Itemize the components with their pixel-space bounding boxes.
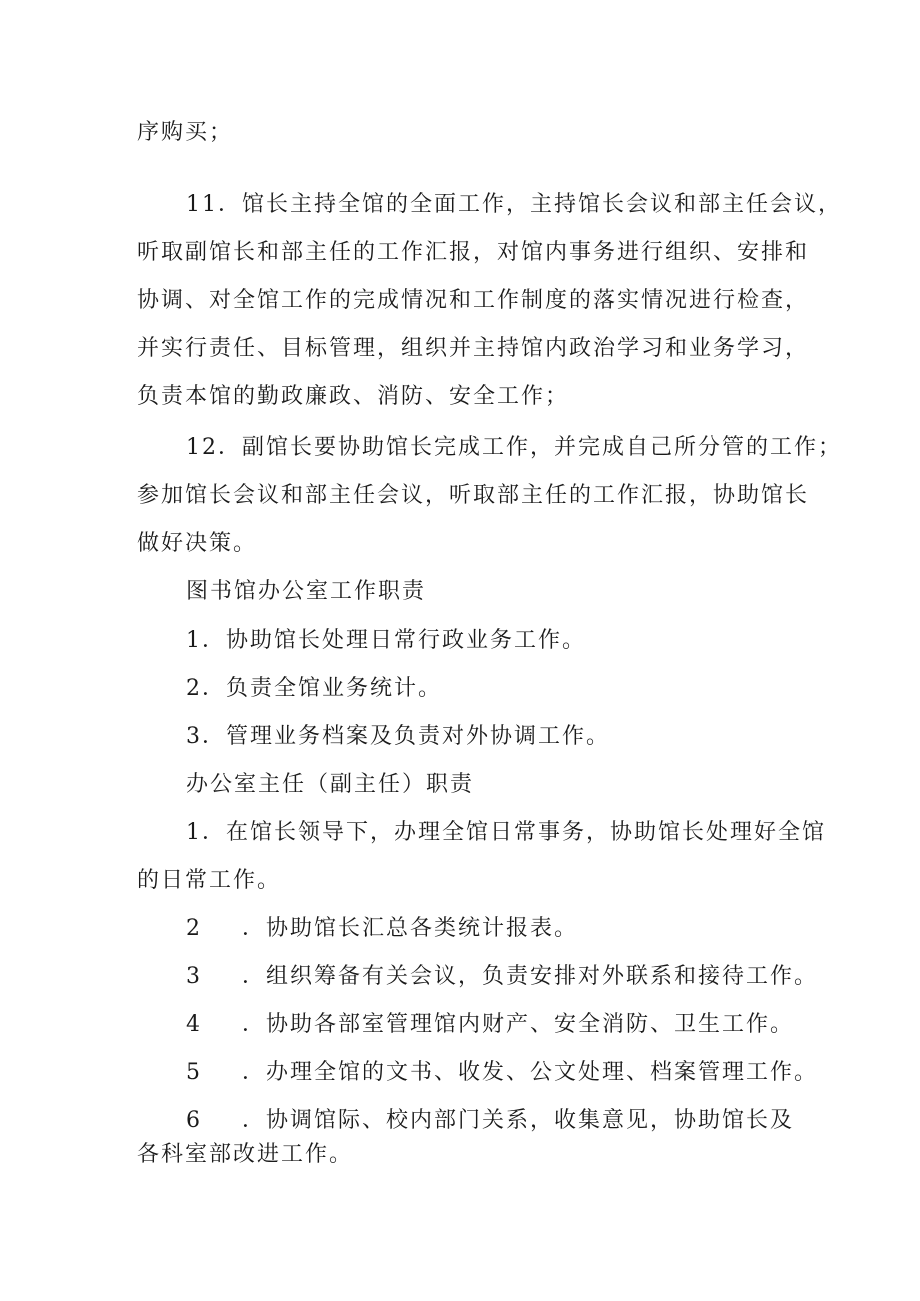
director-duty-1-line-2: 的日常工作。 [137,868,282,893]
item-text: ．办理全馆的文书、收发、公文处理、档案管理工作。 [242,1060,819,1085]
paragraph-12-line-3: 做好决策。 [137,531,258,556]
paragraph-11-line-5: 负责本馆的勤政廉政、消防、安全工作； [137,384,570,409]
section-heading-director-duties: 办公室主任（副主任）职责 [186,772,475,797]
paragraph-12-line-2: 参加馆长会议和部主任会议，听取部主任的工作汇报，协助馆长 [137,483,810,508]
director-duty-6-line-2: 各科室部改进工作。 [137,1142,354,1167]
office-duty-3: 3．管理业务档案及负责对外协调工作。 [186,724,610,749]
item-text: ．协调馆际、校内部门关系，收集意见，协助馆长及 [242,1108,795,1133]
director-duty-6-line-1 [186,1106,794,1136]
section-heading-office-duties: 图书馆办公室工作职责 [186,579,427,604]
office-duty-2: 2．负责全馆业务统计。 [186,676,442,701]
paragraph-11-line-3: 协调、对全馆工作的完成情况和工作制度的落实情况进行检查， [137,288,810,313]
item-number: 5 [186,1060,202,1085]
director-duty-4 [186,1010,794,1040]
director-duty-5 [186,1058,818,1088]
item-number: 6 [186,1108,202,1133]
item-text: ．协助各部室管理馆内财产、安全消防、卫生工作。 [242,1012,795,1037]
director-duty-2 [186,914,578,944]
item-number: 3 [186,964,202,989]
director-duty-1-line-1: 1．在馆长领导下，办理全馆日常事务，协助馆长处理好全馆 [186,820,826,845]
item-number: 2 [186,916,202,941]
item-text: ．协助馆长汇总各类统计报表。 [242,916,579,941]
paragraph-11-line-4: 并实行责任、目标管理，组织并主持馆内政治学习和业务学习， [137,336,810,361]
item-number: 4 [186,1012,202,1037]
paragraph-12-line-1: 12．副馆长要协助馆长完成工作，并完成自己所分管的工作； [186,435,842,460]
item-text: ．组织筹备有关会议，负责安排对外联系和接待工作。 [242,964,819,989]
paragraph-11-line-2: 听取副馆长和部主任的工作汇报，对馆内事务进行组织、安排和 [137,240,810,265]
director-duty-3 [186,962,818,992]
office-duty-1: 1．协助馆长处理日常行政业务工作。 [186,628,586,653]
paragraph-11-line-1: 11．馆长主持全馆的全面工作，主持馆长会议和部主任会议， [186,192,842,217]
text-line: 序购买； [137,120,234,145]
